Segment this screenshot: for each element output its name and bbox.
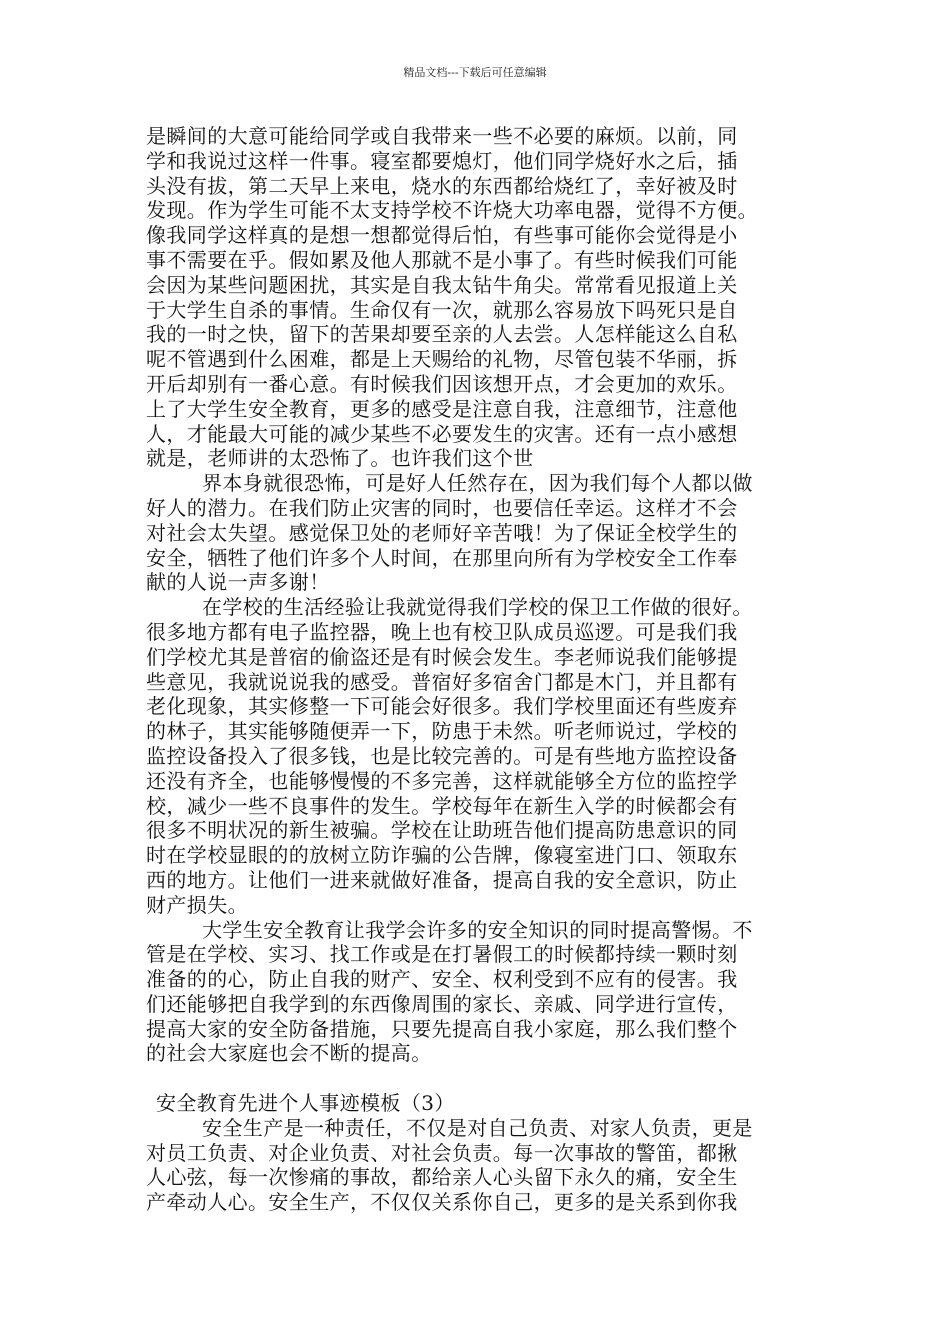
text-line: 学和我说过这样一件事。寝室都要熄灯，他们同学烧好水之后，插 [146,148,738,173]
text-line: 们学校尤其是普宿的偷盗还是有时候会发生。李老师说我们能够提 [146,644,738,669]
text-line: 安全生产是一种责任，不仅是对自己负责、对家人负责，更是 [202,1115,753,1140]
text-line: 西的地方。让他们一进来就做好准备，提高自我的安全意识，防止 [146,867,738,892]
text-line: 监控设备投入了很多钱，也是比较完善的。可是有些地方监控设备 [146,743,738,768]
text-line: 好人的潜力。在我们防止灾害的同时，也要信任幸运。这样才不会 [146,495,738,520]
text-line: 于大学生自杀的事情。生命仅有一次，就那么容易放下吗死只是自 [146,297,738,322]
text-line: 些意见，我就说说我的感受。普宿好多宿舍门都是木门，并且都有 [146,669,738,694]
text-line: 就是，老师讲的太恐怖了。也许我们这个世 [146,446,534,471]
section-text [146,1116,810,1215]
text-line: 头没有拔，第二天早上来电，烧水的东西都给烧红了，幸好被及时 [146,173,738,198]
page-header: 精品文档---下载后可任意编辑 [403,66,547,79]
text-line: 的社会大家庭也会不断的提高。 [146,1041,432,1066]
text-line: 时在学校显眼的的放树立防诈骗的公告牌，像寝室进门口、领取东 [146,843,738,868]
text-line: 提高大家的安全防备措施，只要先提高自我小家庭，那么我们整个 [146,1016,738,1041]
text-line: 是瞬间的大意可能给同学或自我带来一些不必要的麻烦。以前，同 [146,124,738,148]
main-text [146,124,810,1066]
text-line: 事不需要在乎。假如累及他人那就不是小事了。有些时候我们可能 [146,247,738,272]
text-line: 准备的的心，防止自我的财产、安全、权利受到不应有的侵害。我 [146,967,738,992]
text-line: 大学生安全教育让我学会许多的安全知识的同时提高警惕。不 [202,917,753,942]
text-line: 很多地方都有电子监控器，晚上也有校卫队成员巡逻。可是我们我 [146,619,738,644]
section-title: 安全教育先进个人事迹模板（3） [156,1091,455,1116]
text-line: 还没有齐全，也能够慢慢的不多完善，这样就能够全方位的监控学 [146,768,738,793]
text-line: 管是在学校、实习、找工作或是在打暑假工的时候都持续一颗时刻 [146,942,738,967]
text-line: 们还能够把自我学到的东西像周围的家长、亲戚、同学进行宣传， [146,991,738,1016]
text-line: 校，减少一些不良事件的发生。学校每年在新生入学的时候都会有 [146,793,738,818]
blank-line [146,1066,810,1091]
text-line: 老化现象，其实修整一下可能会好很多。我们学校里面还有些废弃 [146,694,738,719]
text-line: 产牵动人心。安全生产，不仅仅关系你自己，更多的是关系到你我 [146,1190,738,1215]
text-line: 很多不明状况的新生被骗。学校在让助班告他们提高防患意识的同 [146,818,738,843]
text-line: 献的人说一声多谢！ [146,570,330,595]
text-line: 对社会太失望。感觉保卫处的老师好辛苦哦！为了保证全校学生的 [146,520,738,545]
text-line: 人，才能最大可能的减少某些不必要发生的灾害。还有一点小感想 [146,421,738,446]
text-line: 呢不管遇到什么困难，都是上天赐给的礼物，尽管包装不华丽，拆 [146,347,738,372]
text-line: 对员工负责、对企业负责、对社会负责。每一次事故的警笛，都揪 [146,1140,738,1165]
text-line: 安全，牺牲了他们许多个人时间，在那里向所有为学校安全工作奉 [146,545,738,570]
document-body [146,124,810,1215]
text-line: 开后却别有一番心意。有时候我们因该想开点，才会更加的欢乐。 [146,371,738,396]
text-line: 财产损失。 [146,892,248,917]
text-line: 的林子，其实能够随便弄一下，防患于未然。听老师说过，学校的 [146,719,738,744]
text-line: 像我同学这样真的是想一想都觉得后怕，有些事可能你会觉得是小 [146,223,738,248]
text-line: 在学校的生活经验让我就觉得我们学校的保卫工作做的很好。 [202,595,753,620]
text-line: 发现。作为学生可能不太支持学校不许烧大功率电器，觉得不方便。 [146,198,758,223]
text-line: 界本身就很恐怖，可是好人任然存在，因为我们每个人都以做 [202,471,753,496]
text-line: 人心弦，每一次惨痛的事故，都给亲人心头留下永久的痛，安全生 [146,1165,738,1190]
text-line: 会因为某些问题困扰，其实是自我太钻牛角尖。常常看见报道上关 [146,272,738,297]
text-line: 我的一时之快，留下的苦果却要至亲的人去尝。人怎样能这么自私 [146,322,738,347]
text-line: 上了大学生安全教育，更多的感受是注意自我，注意细节，注意他 [146,396,738,421]
